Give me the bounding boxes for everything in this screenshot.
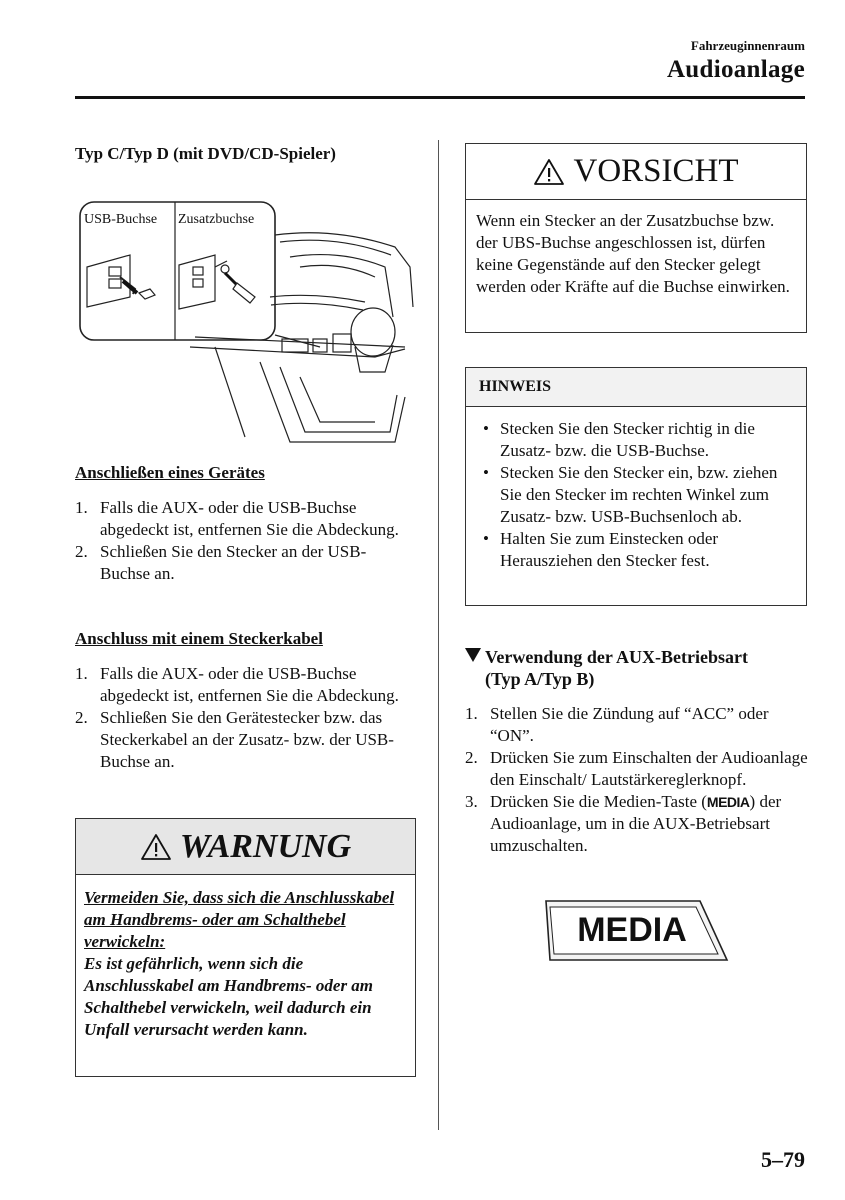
aux-label: Zusatzbuchse [178, 212, 255, 227]
warning-underlined-text: Vermeiden Sie, dass sich die Anschlusskabel am Handbrems- oder am Schalthebel verwickeln: [84, 888, 395, 951]
triangle-marker-icon [465, 648, 481, 662]
chapter-title: Fahrzeuginnenraum [690, 38, 805, 53]
header-rule [75, 96, 805, 99]
page-number: 5–79 [761, 1147, 805, 1172]
note-title: HINWEIS [466, 368, 806, 407]
list-item: • Stecken Sie den Stecker ein, bzw. ziehen Sie den Stecker im rechten Winkel zum Zusatz- bzw. USB-Buchsenloch ab. [483, 463, 778, 526]
warning-header [76, 819, 415, 875]
caution-text: Wenn ein Stecker an der Zusatzbuchse bzw. der UBS-Buchse angeschlossen ist, dürfen keine Gegenstände auf den Stecker gelegt werden oder Kräfte auf die Buchse einwirken. [476, 211, 790, 296]
usb-label: USB-Buchse [84, 212, 158, 227]
caution-title: VORSICHT [573, 153, 739, 189]
caution-box [465, 143, 807, 333]
column-divider [438, 140, 439, 1130]
list-item: 2. Schließen Sie den Gerätestecker bzw. das Steckerkabel an der Zusatz- bzw. der USB-Buchse an. [75, 708, 394, 771]
warning-box [75, 818, 416, 1077]
type-c-d-title: Typ C/Typ D (mit DVD/CD-Spieler) [75, 144, 336, 163]
media-key-inline: MEDIA [706, 794, 750, 810]
section-title: Audioanlage [666, 56, 805, 83]
caution-header [466, 144, 806, 200]
list-item: • Stecken Sie den Stecker richtig in die Zusatz- bzw. die USB-Buchse. [483, 419, 755, 460]
list-item: 1. Falls die AUX- oder die USB-Buchse abgedeckt ist, entfernen Sie die Abdeckung. [75, 664, 399, 705]
aux-mode-heading: Verwendung der AUX-Betriebsart (Typ A/Typ B) [465, 646, 810, 690]
list-item: 2. Schließen Sie den Stecker an der USB-Buchse an. [75, 542, 367, 583]
media-button-illustration [540, 898, 730, 966]
aux-mode-steps [465, 703, 810, 857]
warning-text: Es ist gefährlich, wenn sich die Anschlusskabel am Handbrems- oder am Schalthebel verwickeln, weil dadurch ein Unfall verursacht werden kann. [84, 954, 374, 1039]
note-box [465, 367, 807, 606]
warning-triangle-icon [533, 158, 565, 186]
connect-cable-steps [75, 663, 415, 773]
list-item: 3. Drücken Sie die Medien-Taste (MEDIA) der Audioanlage, um in die AUX-Betriebsart umzuschalten. [465, 792, 782, 855]
usb-aux-illustration [75, 197, 420, 452]
connect-cable-heading: Anschluss mit einem Steckerkabel [75, 629, 323, 648]
note-body [466, 407, 806, 572]
connect-device-heading: Anschließen eines Gerätes [75, 463, 265, 482]
list-item: • Halten Sie zum Einstecken oder Herausziehen den Stecker fest. [483, 529, 719, 570]
warning-triangle-icon [140, 833, 172, 861]
list-item: 2. Drücken Sie zum Einschalten der Audioanlage den Einschalt/ Lautstärkereglerknopf. [465, 748, 808, 789]
warning-title: WARNUNG [179, 827, 352, 865]
list-item: 1. Falls die AUX- oder die USB-Buchse abgedeckt ist, entfernen Sie die Abdeckung. [75, 498, 399, 539]
list-item: 1. Stellen Sie die Zündung auf “ACC” oder “ON”. [465, 704, 769, 745]
connect-device-steps [75, 497, 415, 585]
warning-body [76, 875, 415, 1041]
media-button-label: MEDIA [577, 911, 687, 949]
